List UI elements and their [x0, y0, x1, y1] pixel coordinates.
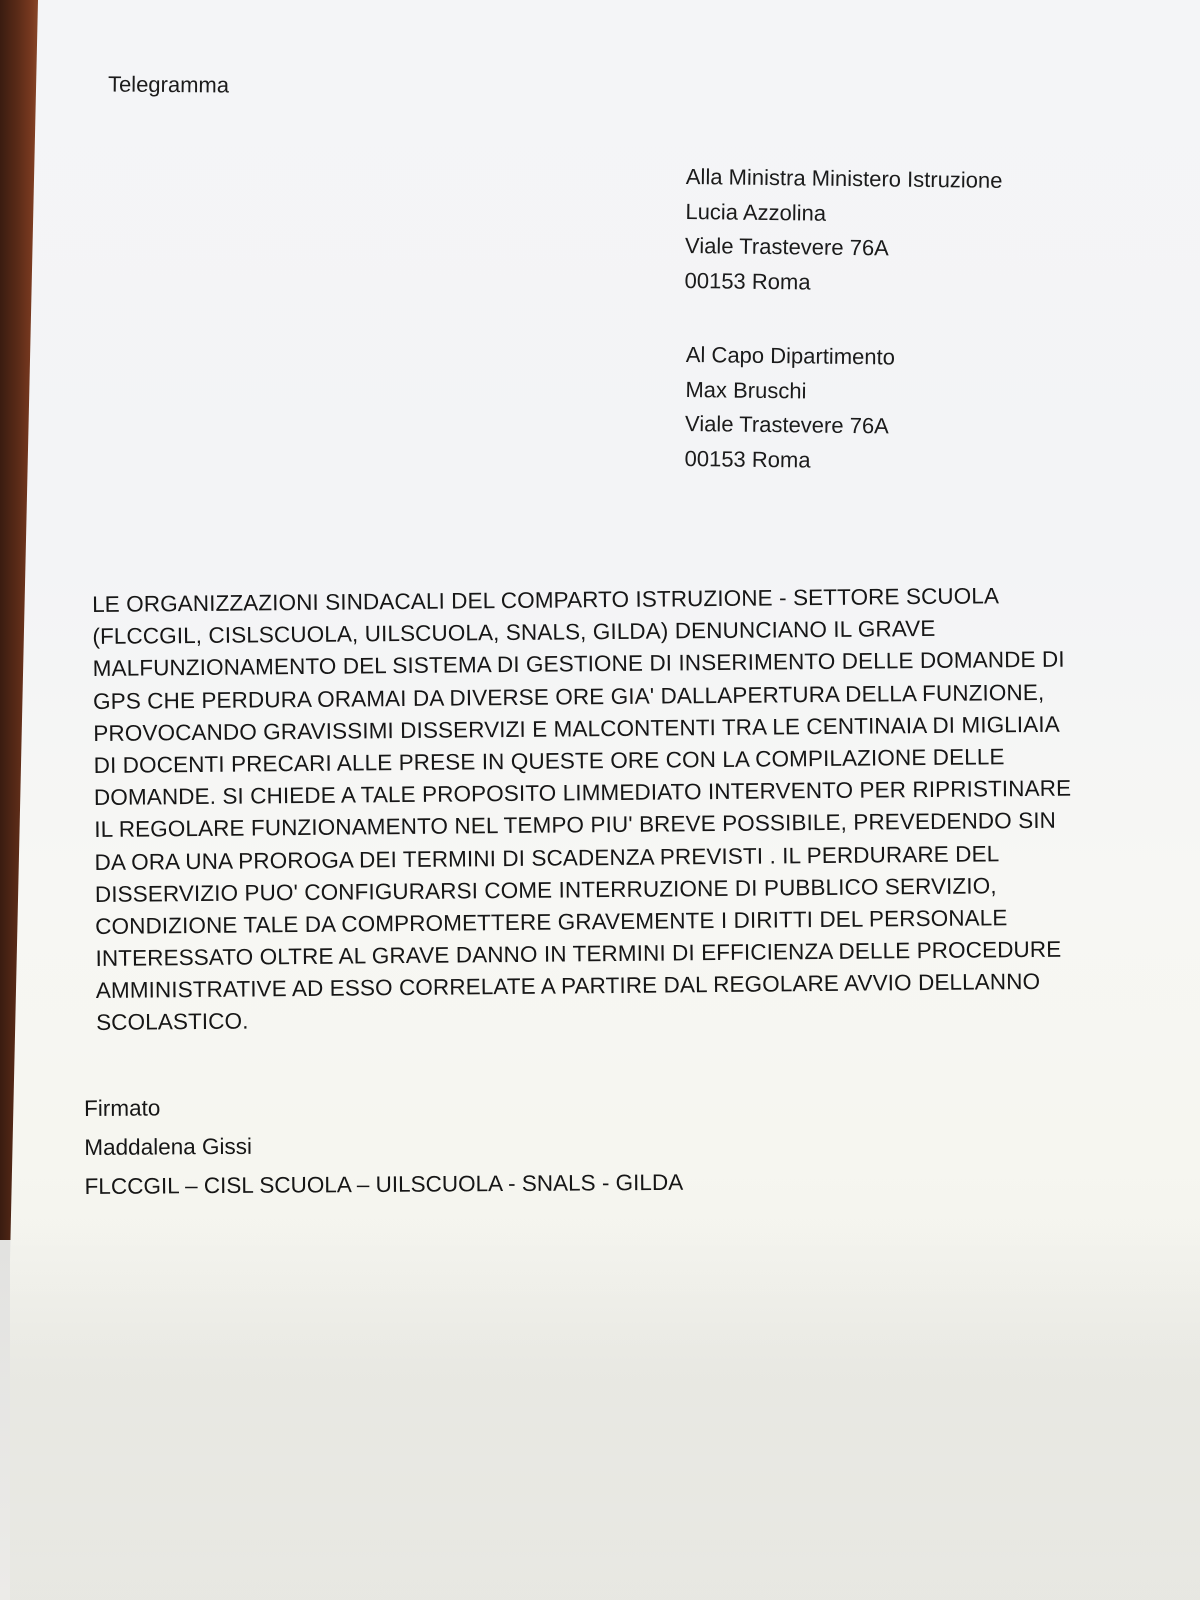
recipient-line: 00153 Roma — [684, 445, 811, 473]
body-line: SCOLASTICO. — [96, 1008, 249, 1036]
body-line: DISSERVIZIO PUO' CONFIGURARSI COME INTERRUZIONE DI PUBBLICO SERVIZIO, — [94, 873, 997, 907]
body-line: LE ORGANIZZAZIONI SINDACALI DEL COMPARTO ISTRUZIONE - SETTORE SCUOLA — [92, 583, 1000, 617]
body-line: DOMANDE. SI CHIEDE A TALE PROPOSITO LIMMEDIATO INTERVENTO PER RIPRISTINARE — [93, 775, 1072, 811]
recipient-block-minister — [684, 164, 1002, 306]
body-line: MALFUNZIONAMENTO DEL SISTEMA DI GESTIONE DI INSERIMENTO DELLE DOMANDE DI — [92, 647, 1065, 682]
recipient-line: Viale Trastevere 76A — [684, 410, 889, 439]
recipient-line: Max Bruschi — [685, 376, 807, 403]
body-line: CONDIZIONE TALE DA COMPROMETTERE GRAVEMENTE I DIRITTI DEL PERSONALE — [95, 905, 1008, 939]
body-line: (FLCCGIL, CISLSCUOLA, UILSCUOLA, SNALS, GILDA) DENUNCIANO IL GRAVE — [92, 616, 936, 650]
recipient-block-department-head — [684, 342, 895, 483]
body-line: INTERESSATO OLTRE AL GRAVE DANNO IN TERMINI DI EFFICIENZA DELLE PROCEDURE — [95, 936, 1062, 972]
document-type-label: Telegramma — [107, 71, 230, 98]
recipient-line: Lucia Azzolina — [685, 198, 827, 226]
signatory-organizations: FLCCGIL – CISL SCUOLA – UILSCUOLA - SNALS - GILDA — [84, 1169, 684, 1199]
body-line: DI DOCENTI PRECARI ALLE PRESE IN QUESTE ORE CON LA COMPILAZIONE DELLE — [93, 744, 1005, 778]
recipient-line: Viale Trastevere 76A — [684, 232, 889, 261]
body-line: PROVOCANDO GRAVISSIMI DISSERVIZI E MALCONTENTI TRA LE CENTINAIA DI MIGLIAIA — [93, 711, 1060, 746]
recipient-line: Al Capo Dipartimento — [685, 342, 896, 370]
signatory-name: Maddalena Gissi — [84, 1133, 253, 1160]
body-line: GPS CHE PERDURA ORAMAI DA DIVERSE ORE GIA' DALLAPERTURA DELLA FUNZIONE, — [92, 679, 1045, 714]
signature-block — [84, 1092, 683, 1213]
body-line: AMMINISTRATIVE AD ESSO CORRELATE A PARTIRE DAL REGOLARE AVVIO DELLANNO — [95, 969, 1041, 1004]
body-line: IL REGOLARE FUNZIONAMENTO NEL TEMPO PIU' BREVE POSSIBILE, PREVEDENDO SIN — [94, 808, 1057, 843]
recipient-line: Alla Ministra Ministero Istruzione — [685, 164, 1003, 193]
telegram-body — [92, 582, 1156, 1043]
body-line: DA ORA UNA PROROGA DEI TERMINI DI SCADENZA PREVISTI . IL PERDURARE DEL — [94, 840, 1000, 875]
recipient-line: 00153 Roma — [684, 267, 811, 295]
signed-label: Firmato — [84, 1095, 161, 1121]
